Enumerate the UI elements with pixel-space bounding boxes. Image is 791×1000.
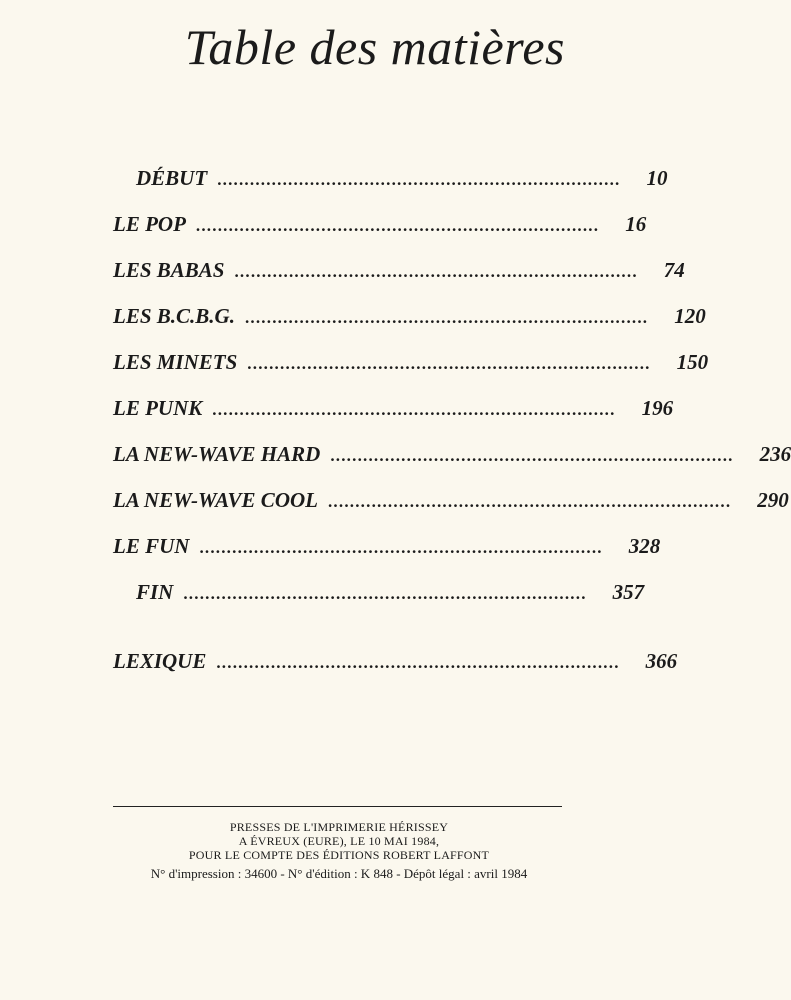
toc-entry-new-wave-cool	[113, 488, 789, 518]
toc-entry-label: LE FUN	[113, 534, 190, 558]
legal-deposit-line: N° d'impression : 34600 - N° d'édition : K 848 - Dépôt légal : avril 1984	[150, 866, 528, 881]
toc-entry-le-pop	[113, 212, 647, 242]
toc-entry-page: 366	[645, 649, 678, 673]
toc-leader-dots: ..........................................................................	[217, 170, 621, 189]
page-title: Table des matières	[184, 19, 565, 75]
toc-entry-page: 196	[641, 396, 674, 420]
toc-entry-le-punk	[113, 396, 674, 426]
toc-entry-page: 150	[676, 350, 709, 374]
colophon-divider	[113, 806, 562, 807]
toc-entry-label: LES B.C.B.G.	[113, 304, 235, 328]
toc-entry-label: LA NEW-WAVE HARD	[113, 442, 321, 466]
toc-entry-page: 357	[612, 580, 645, 604]
toc-entry-les-babas	[113, 258, 685, 288]
toc-entry-fin	[136, 580, 645, 610]
toc-entry-label: DÉBUT	[136, 166, 208, 190]
toc-leader-dots: ..........................................................................	[212, 400, 616, 419]
toc-entry-debut	[136, 166, 668, 196]
toc-entry-page: 10	[646, 166, 668, 190]
toc-entry-label: LES BABAS	[113, 258, 225, 282]
toc-entry-page: 236	[759, 442, 791, 466]
colophon	[113, 820, 565, 862]
toc-entry-page: 328	[628, 534, 661, 558]
toc-leader-dots: ..........................................................................	[199, 538, 603, 557]
toc-entry-label: LES MINETS	[113, 350, 238, 374]
toc-entry-label: LEXIQUE	[113, 649, 207, 673]
toc-entry-les-bcbg	[113, 304, 706, 334]
toc-entry-page: 74	[663, 258, 685, 282]
toc-leader-dots: ..........................................................................	[247, 354, 651, 373]
toc-entry-page: 290	[757, 488, 789, 512]
colophon-publisher: POUR LE COMPTE DES ÉDITIONS ROBERT LAFFONT	[188, 848, 490, 862]
colophon-printer: PRESSES DE L'IMPRIMERIE HÉRISSEY	[229, 820, 449, 834]
toc-entry-page: 16	[625, 212, 647, 236]
toc-entry-page: 120	[674, 304, 706, 328]
colophon-place-date: A ÉVREUX (EURE), LE 10 MAI 1984,	[238, 834, 440, 848]
toc-entry-new-wave-hard	[113, 442, 791, 472]
toc-entry-lexique	[113, 649, 678, 679]
toc-leader-dots: ..........................................................................	[195, 216, 600, 235]
toc-leader-dots: ..........................................................................	[234, 262, 638, 281]
toc-entry-label: LA NEW-WAVE COOL	[113, 488, 318, 512]
toc-entry-label: LE POP	[113, 212, 186, 236]
toc-entry-label: FIN	[136, 580, 174, 604]
toc-leader-dots: ..........................................................................	[244, 308, 649, 327]
toc-entry-le-fun	[113, 534, 661, 564]
toc-leader-dots: ..........................................................................	[330, 446, 734, 465]
toc-leader-dots: ..........................................................................	[183, 584, 587, 603]
toc-leader-dots: ..........................................................................	[216, 653, 620, 672]
toc-entry-les-minets	[113, 350, 709, 380]
toc-entry-label: LE PUNK	[113, 396, 203, 420]
toc-leader-dots: ..........................................................................	[327, 492, 732, 511]
